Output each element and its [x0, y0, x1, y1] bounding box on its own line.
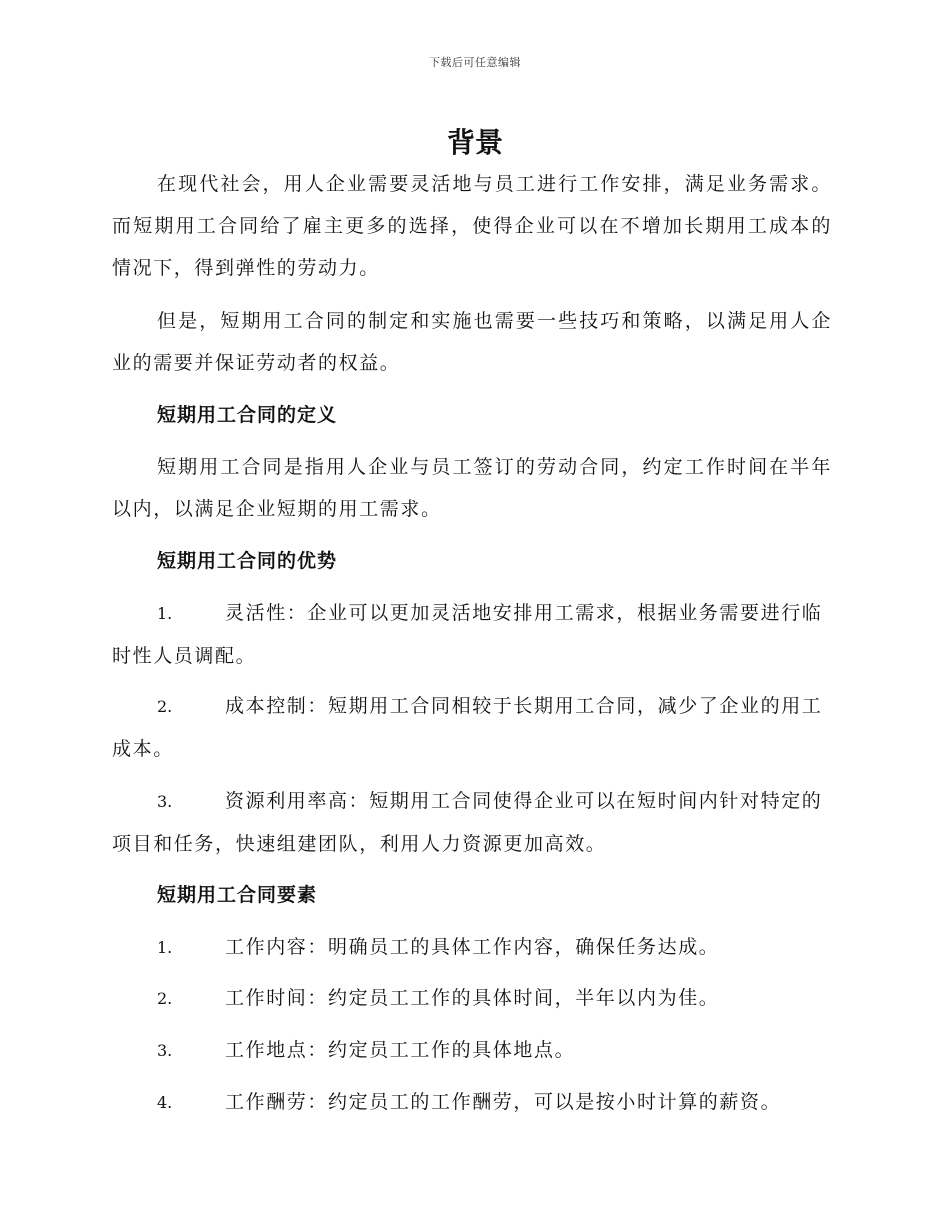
- list-item: [112, 592, 832, 677]
- list-item: [112, 780, 832, 865]
- list-item-number: 4.: [157, 1093, 173, 1112]
- list-item-number: 3.: [157, 1041, 173, 1060]
- list-item: [112, 685, 832, 770]
- list-item-text: 工作内容：明确员工的具体工作内容，确保任务达成。: [225, 936, 720, 958]
- header-note: 下载后可任意编辑: [429, 56, 521, 69]
- list-item-text: 工作时间：约定员工工作的具体时间，半年以内为佳。: [225, 987, 720, 1009]
- section-heading-definition: 短期用工合同的定义: [157, 404, 338, 426]
- definition-paragraph: 短期用工合同是指用人企业与员工签订的劳动合同，约定工作时间在半年以内，以满足企业短期的用工需求。: [112, 456, 832, 520]
- list-item-text: 成本控制：短期用工合同相较于长期用工合同，减少了企业的用工成本。: [112, 695, 823, 760]
- list-item-text: 工作酬劳：约定员工的工作酬劳，可以是按小时计算的薪资。: [225, 1091, 782, 1113]
- list-item-number: 3.: [157, 792, 173, 811]
- list-item: [112, 1081, 832, 1124]
- list-item: [112, 1029, 832, 1072]
- section-heading-advantages: 短期用工合同的优势: [157, 550, 338, 572]
- list-item-text: 灵活性：企业可以更加灵活地安排用工需求，根据业务需要进行临时性人员调配。: [112, 602, 823, 667]
- list-item-number: 1.: [157, 604, 173, 623]
- list-item-text: 资源利用率高：短期用工合同使得企业可以在短时间内针对特定的项目和任务，快速组建团队，利用人力资源更加高效。: [112, 790, 823, 855]
- intro-paragraph-2: 但是，短期用工合同的制定和实施也需要一些技巧和策略，以满足用人企业的需要并保证劳动者的权益。: [112, 310, 832, 374]
- list-item-number: 2.: [157, 697, 173, 716]
- list-item: [112, 977, 832, 1020]
- document-title: 背景: [446, 126, 503, 159]
- list-item: [112, 926, 832, 969]
- list-item-number: 2.: [157, 989, 173, 1008]
- list-item-text: 工作地点：约定员工工作的具体地点。: [225, 1039, 576, 1061]
- list-item-number: 1.: [157, 938, 173, 957]
- section-heading-elements: 短期用工合同要素: [157, 884, 318, 906]
- intro-paragraph-1: 在现代社会，用人企业需要灵活地与员工进行工作安排，满足业务需求。而短期用工合同给了雇主更多的选择，使得企业可以在不增加长期用工成本的情况下，得到弹性的劳动力。: [112, 173, 832, 279]
